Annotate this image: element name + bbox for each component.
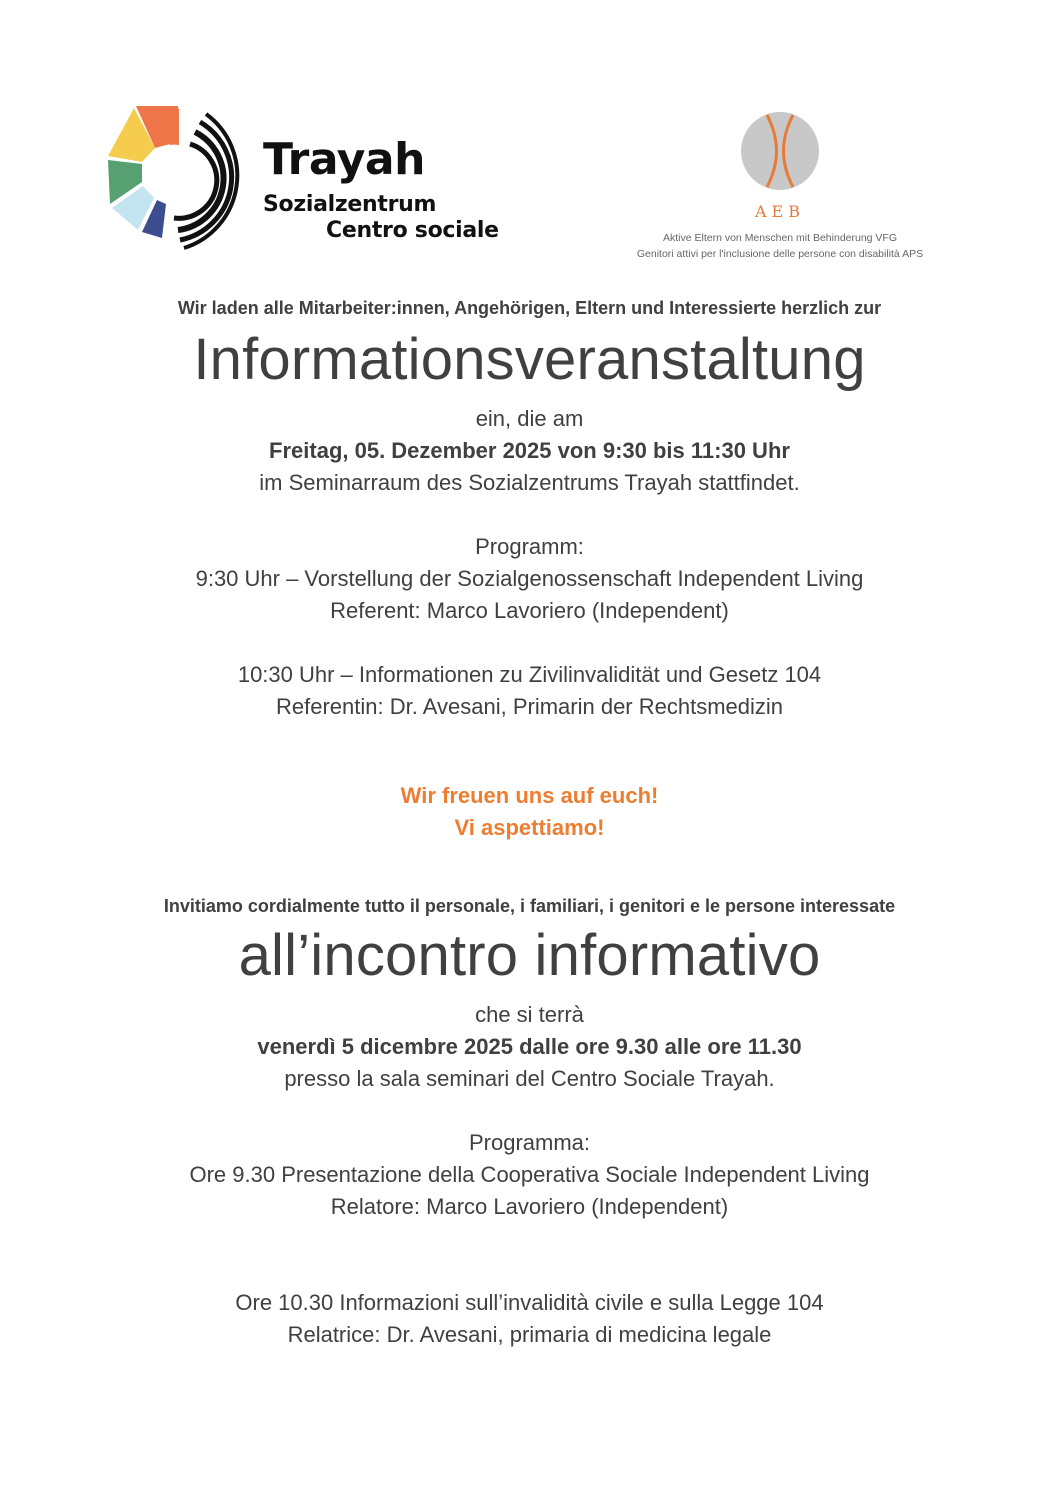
italian-programma-label: Programma: [468, 1130, 591, 1155]
german-intro: Wir laden alle Mitarbeiter:innen, Angehörigen, Eltern und Interessierte herzlich zur [177, 298, 882, 318]
german-program-item-2: 10:30 Uhr – Informationen zu Zivilinvalidität und Gesetz 104 [237, 662, 822, 687]
italian-program-item-1-speaker: Relatore: Marco Lavoriero (Independent) [330, 1194, 729, 1219]
german-line-ein: ein, die am [475, 406, 584, 431]
german-program-item-1-speaker: Referent: Marco Lavoriero (Independent) [330, 598, 729, 623]
italian-title: all’incontro informativo [238, 923, 821, 988]
italian-program-item-2: Ore 10.30 Informazioni sull’invalidità civile e sulla Legge 104 [235, 1290, 824, 1315]
german-programm-label: Programm: [475, 534, 584, 559]
german-title: Informationsveranstaltung [193, 327, 866, 392]
aeb-logo-line-de: Aktive Eltern von Menschen mit Behinderung VFG [662, 232, 898, 244]
german-program-item-2-speaker: Referentin: Dr. Avesani, Primarin der Rechtsmedizin [275, 694, 784, 719]
trayah-logo-subtitle-it: Centro sociale [326, 218, 499, 243]
german-program-item-1: 9:30 Uhr – Vorstellung der Sozialgenossenschaft Independent Living [195, 566, 864, 591]
aeb-logo-line-it: Genitori attivi per l'inclusione delle persone con disabilità APS [636, 248, 924, 260]
trayah-logo [100, 100, 500, 250]
trayah-ring-icon [100, 100, 260, 250]
trayah-logo-subtitle-de: Sozialzentrum [263, 192, 437, 217]
italian-program-item-1: Ore 9.30 Presentazione della Cooperativa Sociale Independent Living [189, 1162, 870, 1187]
trayah-logo-name: Trayah [263, 134, 425, 185]
german-location: im Seminarraum des Sozialzentrums Trayah stattfindet. [259, 470, 800, 495]
aeb-logo [610, 105, 950, 270]
italian-date: venerdì 5 dicembre 2025 dalle ore 9.30 alle ore 11.30 [257, 1034, 802, 1059]
aeb-emblem-icon [610, 105, 950, 197]
closing-de: Wir freuen uns auf euch! [400, 783, 659, 808]
closing-it: Vi aspettiamo! [454, 815, 605, 840]
aeb-logo-name: AEB [755, 202, 805, 221]
italian-intro: Invitiamo cordialmente tutto il personale, i familiari, i genitori e le persone interessate [163, 896, 896, 916]
italian-line-che: che si terrà [475, 1002, 584, 1027]
italian-location: presso la sala seminari del Centro Sociale Trayah. [284, 1066, 775, 1091]
italian-program-item-2-speaker: Relatrice: Dr. Avesani, primaria di medicina legale [287, 1322, 772, 1347]
german-date: Freitag, 05. Dezember 2025 von 9:30 bis 11:30 Uhr [269, 438, 790, 463]
